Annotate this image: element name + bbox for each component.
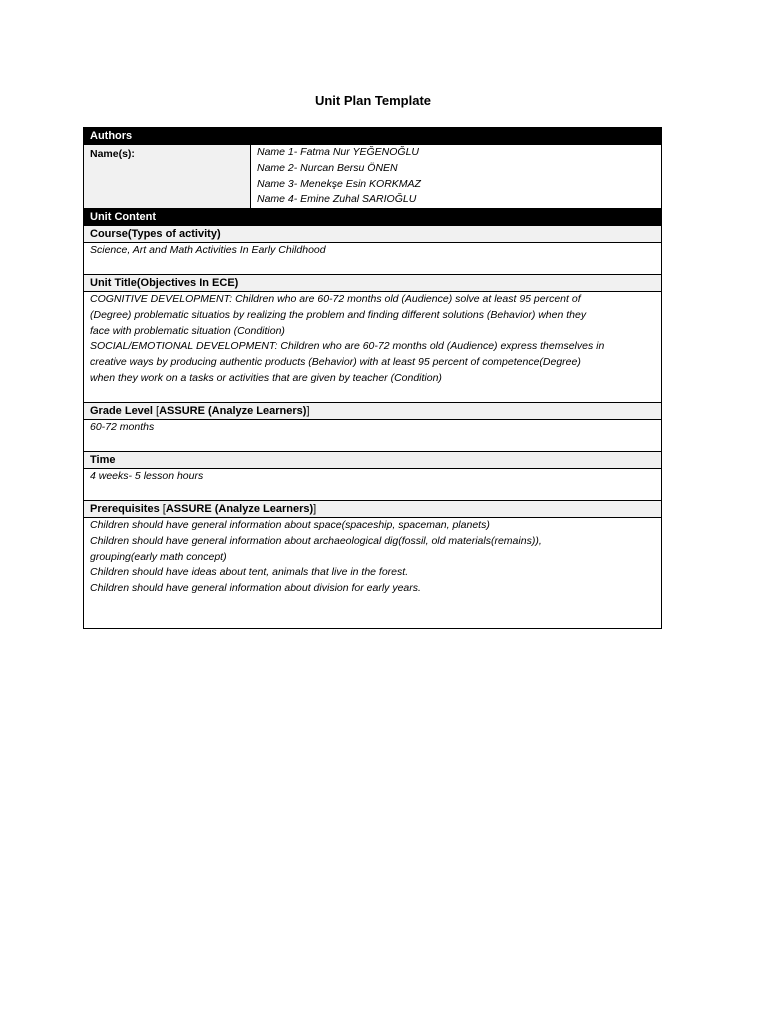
prerequisites-label-inner: ASSURE (Analyze Learners) [165,503,314,515]
prerequisites-label-main: Prerequisites [90,503,163,515]
objective-line: (Degree) problematic situatios by realizing the problem and finding different solutions (Behavior) when they [90,308,587,321]
prerequisite-line: Children should have general information about division for early years. [90,582,421,595]
objective-line: COGNITIVE DEVELOPMENT: Children who are 60-72 months old (Audience) solve at least 95 percent of [90,293,581,305]
author-name: Name 2- Nurcan Bersu ÖNEN [257,161,398,174]
author-name: Name 4- Emine Zuhal SARIOĞLU [257,193,417,206]
unit-plan-table [83,127,662,629]
unit-title-label: Unit Title(Objectives In ECE) [84,275,661,292]
course-value-cell [84,243,661,275]
objective-line: when they work on a tasks or activities that are given by teacher (Condition) [90,371,442,384]
names-label: Name(s): [84,145,251,208]
prerequisite-line: Children should have general information about archaeological dig(fossil, old materials(remains)), [90,534,542,547]
objective-line: face with problematic situation (Condition) [90,324,285,337]
grade-level-label [84,403,661,420]
prerequisites-label [84,501,661,518]
prerequisite-line: Children should have ideas about tent, animals that live in the forest. [90,566,409,579]
names-list [251,145,661,208]
author-name: Name 1- Fatma Nur YEĞENOĞLU [257,146,420,158]
prerequisite-line: grouping(early math concept) [90,550,227,563]
prerequisite-line: Children should have general information about space(spaceship, spaceman, planets) [90,519,490,531]
prerequisites-bracket-close: ] [313,503,317,515]
grade-level-value-cell [84,420,661,452]
grade-level-label-inner: ASSURE (Analyze Learners) [159,405,307,417]
time-value: 4 weeks- 5 lesson hours [90,470,204,482]
prerequisites-bracket-open: [ [162,503,166,515]
authors-row [84,145,661,209]
course-label: Course(Types of activity) [84,226,661,243]
authors-header: Authors [84,128,661,145]
grade-level-label-main: Grade Level [90,405,157,417]
course-value: Science, Art and Math Activities In Early Childhood [90,244,326,256]
time-label: Time [84,452,661,469]
unit-content-header: Unit Content [84,209,661,226]
grade-level-bracket-open: [ [156,405,160,417]
grade-level-bracket-close: ] [306,405,310,417]
page-title: Unit Plan Template [314,93,432,108]
objective-line: SOCIAL/EMOTIONAL DEVELOPMENT: Children who are 60-72 months old (Audience) express themselves in [90,340,605,353]
objective-line: creative ways by producing authentic products (Behavior) with at least 95 percent of competence(Degree) [90,356,581,369]
author-name: Name 3- Menekşe Esin KORKMAZ [257,177,421,190]
unit-title-objectives [84,292,661,403]
grade-level-value: 60-72 months [90,421,155,433]
prerequisites-list [84,518,661,628]
time-value-cell [84,469,661,501]
